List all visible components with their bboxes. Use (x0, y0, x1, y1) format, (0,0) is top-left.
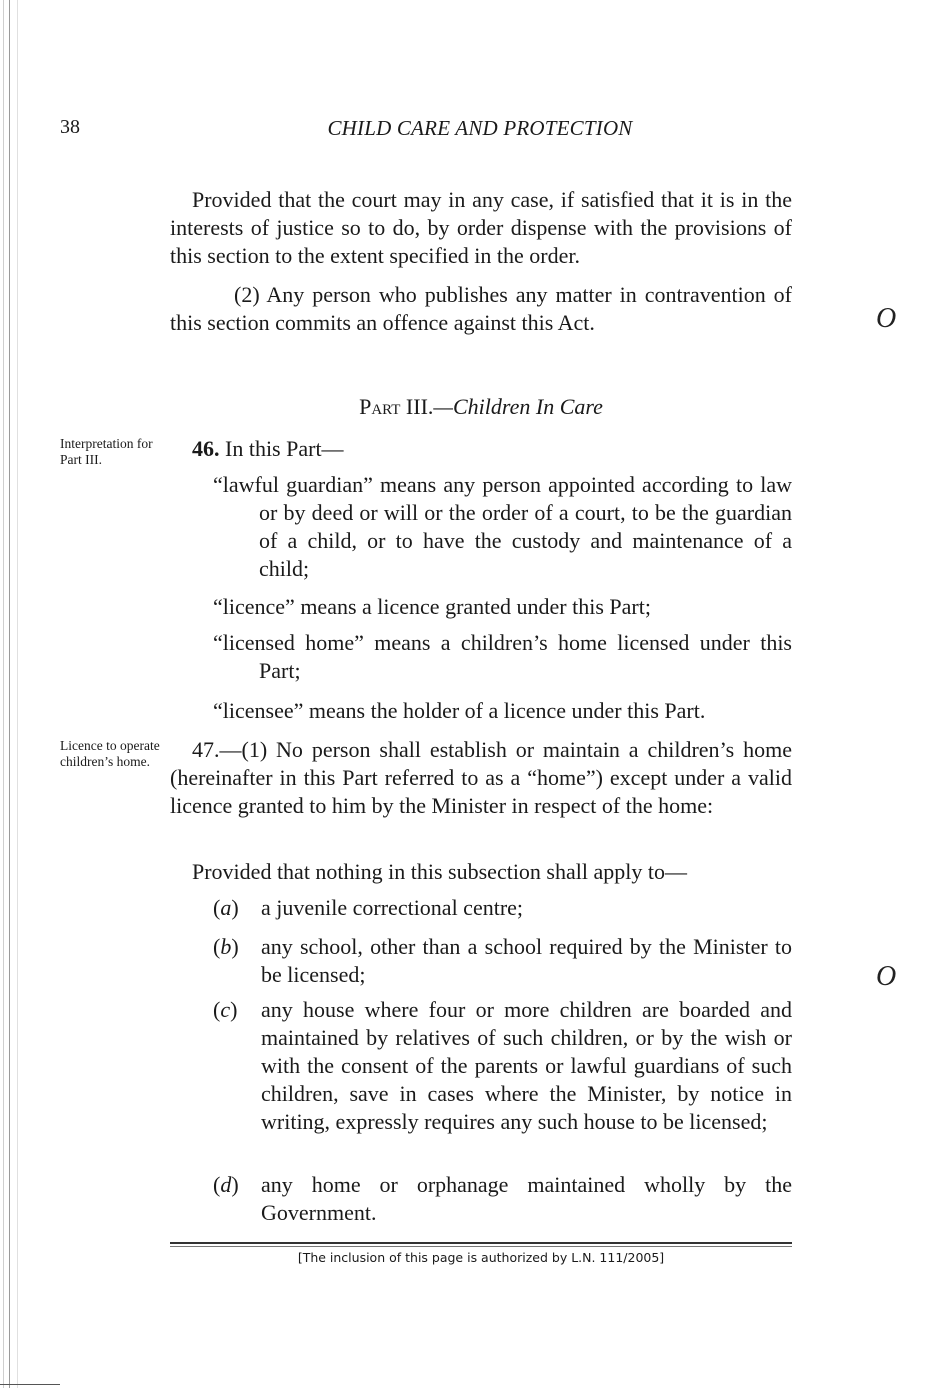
stray-circle-mark: O (876, 961, 897, 992)
footer-rule-thin (170, 1246, 792, 1247)
section-46-intro-text: In this Part— (225, 436, 344, 461)
proviso-paragraph: Provided that the court may in any case, if satisfied that it is in the interests of justice so to do, by order dispense with the provisions of this section to the extent specified in the order. (170, 187, 792, 268)
section-47-proviso: Provided that nothing in this subsection shall apply to— (192, 859, 687, 884)
definition-licensee: “licensee” means the holder of a licence under this Part. (213, 698, 706, 723)
section-46-intro (192, 435, 792, 463)
page-number: 38 (60, 116, 80, 138)
definition-lawful-guardian: “lawful guardian” means any person appointed according to law or by deed or will or the order of a court, to be the guardian of a child, or to have the custody and maintenance of a child; (213, 472, 792, 581)
list-item: (d) any home or orphanage maintained wholly by the Government. (213, 1172, 792, 1225)
part-heading (170, 394, 792, 420)
footer-rule (170, 1242, 792, 1244)
scan-edge (0, 0, 24, 1388)
list-item-label: c (220, 997, 231, 1022)
list-item-label: b (220, 934, 232, 959)
part-label: Part III. (359, 394, 434, 419)
list-item: (c) any house where four or more children are boarded and maintained by relatives of such children, or by the wish or with the consent of the parents or lawful guardians of such children, save in cases where the Minister, by notice in writing, expressly requires any such house to be licensed; (213, 997, 792, 1134)
list-item-text: any school, other than a school required by the Minister to be licensed; (261, 934, 792, 987)
footer-authorization: [The inclusion of this page is authorized by L.N. 111/2005] (297, 1250, 665, 1265)
list-item-text: a juvenile correctional centre; (261, 895, 524, 920)
definition-licensed-home: “licensed home” means a children’s home licensed under this Part; (213, 630, 792, 683)
definition-licence: “licence” means a licence granted under this Part; (213, 594, 651, 619)
margin-note-47: Licence to operate children’s home. (60, 738, 160, 769)
running-head: CHILD CARE AND PROTECTION (327, 116, 633, 140)
list-item-text: any home or orphanage maintained wholly by the Government. (261, 1172, 792, 1225)
list-item-label: d (220, 1172, 232, 1197)
list-item: (b) any school, other than a school required by the Minister to be licensed; (213, 934, 792, 987)
list-item: (a) a juvenile correctional centre; (213, 895, 524, 920)
section-47-text: 47.—(1) No person shall establish or maintain a children’s home (hereinafter in this Part referred to as a “home”) except under a valid licence granted to him by the Minister in respect of the home: (170, 737, 792, 818)
stray-circle-mark: O (876, 303, 897, 334)
scan-bottom-line (0, 1384, 60, 1385)
subsection-2-paragraph: (2) Any person who publishes any matter in contravention of this section commits an offence against this Act. (170, 282, 792, 335)
list-item-label: a (220, 895, 232, 920)
margin-note-46: Interpretation for Part III. (60, 436, 153, 467)
section-46-number: 46. (192, 436, 220, 461)
list-item-text: any house where four or more children are boarded and maintained by relatives of such children, or by the wish or with the consent of the parents or lawful guardians of such children, save in cases where the Minister, by notice in writing, expressly requires any such house to be licensed; (261, 997, 792, 1134)
part-title: —Children In Care (433, 394, 603, 419)
